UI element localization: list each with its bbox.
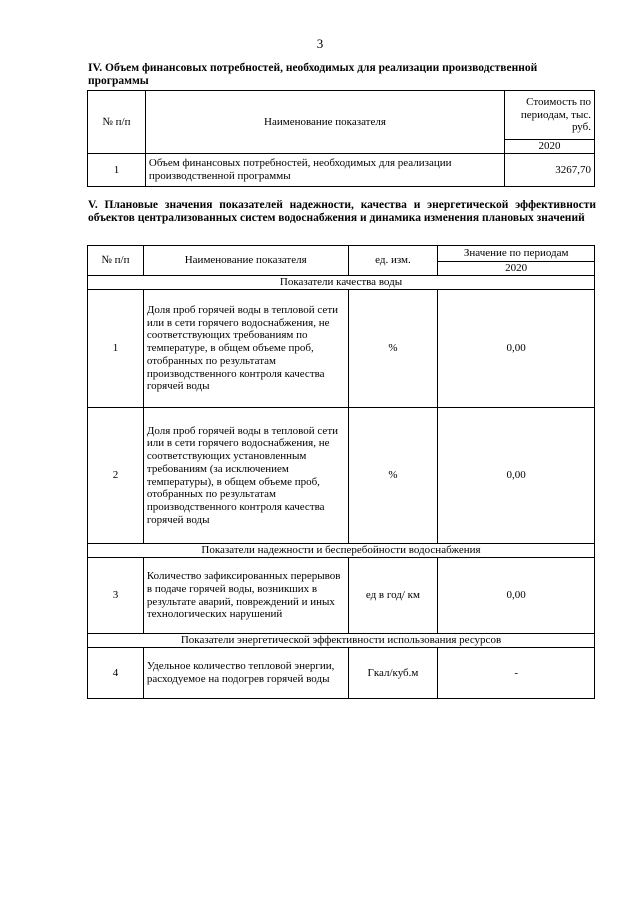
financial-needs-table [87, 90, 595, 187]
row-num: 4 [88, 648, 144, 699]
row-num: 3 [88, 558, 144, 634]
header-num: № п/п [88, 91, 146, 154]
row-num: 1 [88, 154, 146, 187]
row-value: 0,00 [438, 408, 595, 544]
group-quality: Показатели качества воды [88, 276, 595, 290]
header-cost: Стоимость по периодам, тыс. руб. [505, 91, 595, 140]
row-name: Доля проб горячей воды в тепловой сети или в сети горячего водоснабжения, не соответствующих требованиям по температуре, в общем объеме проб, отобранных по результатам производственного контроля качества горячей воды [143, 290, 348, 408]
row-name: Удельное количество тепловой энергии, расходуемое на подогрев горячей воды [143, 648, 348, 699]
page-number: 3 [316, 36, 324, 51]
header-value: Значение по периодам [438, 246, 595, 262]
group-reliability: Показатели надежности и бесперебойности водоснабжения [88, 544, 595, 558]
row-num: 2 [88, 408, 144, 544]
row-unit: % [348, 290, 438, 408]
row-unit: % [348, 408, 438, 544]
row-unit: Гкал/куб.м [348, 648, 438, 699]
row-name: Количество зафиксированных перерывов в подаче горячей воды, возникших в результате аварий, повреждений и иных технологических нарушений [143, 558, 348, 634]
row-name: Доля проб горячей воды в тепловой сети или в сети горячего водоснабжения, не соответствующих установленным требованиям (за исключением температуры), в общем объеме проб, отобранных по результатам производственного контроля качества горячей воды [143, 408, 348, 544]
row-value: 3267,70 [505, 154, 595, 187]
section-5-title: V. Плановые значения показателей надежности, качества и энергетической эффективности объектов централизованных систем водоснабжения и динамика изменения плановых значений [88, 199, 596, 224]
row-value: - [438, 648, 595, 699]
row-value: 0,00 [438, 558, 595, 634]
row-value: 0,00 [438, 290, 595, 408]
group-efficiency: Показатели энергетической эффективности использования ресурсов [88, 634, 595, 648]
table-row [88, 154, 595, 187]
table-row [88, 558, 595, 634]
table-row [88, 408, 595, 544]
section-4-title: IV. Объем финансовых потребностей, необходимых для реализации производственной программы [88, 62, 538, 87]
header-num: № п/п [88, 246, 144, 276]
header-name: Наименование показателя [143, 246, 348, 276]
table-row [88, 648, 595, 699]
header-unit: ед. изм. [348, 246, 438, 276]
indicators-table [87, 245, 595, 699]
row-unit: ед в год/ км [348, 558, 438, 634]
header-year: 2020 [438, 262, 595, 276]
header-name: Наименование показателя [145, 91, 504, 154]
header-year: 2020 [505, 140, 595, 154]
table-row [88, 290, 595, 408]
row-num: 1 [88, 290, 144, 408]
row-name: Объем финансовых потребностей, необходимых для реализации производственной программы [145, 154, 504, 187]
